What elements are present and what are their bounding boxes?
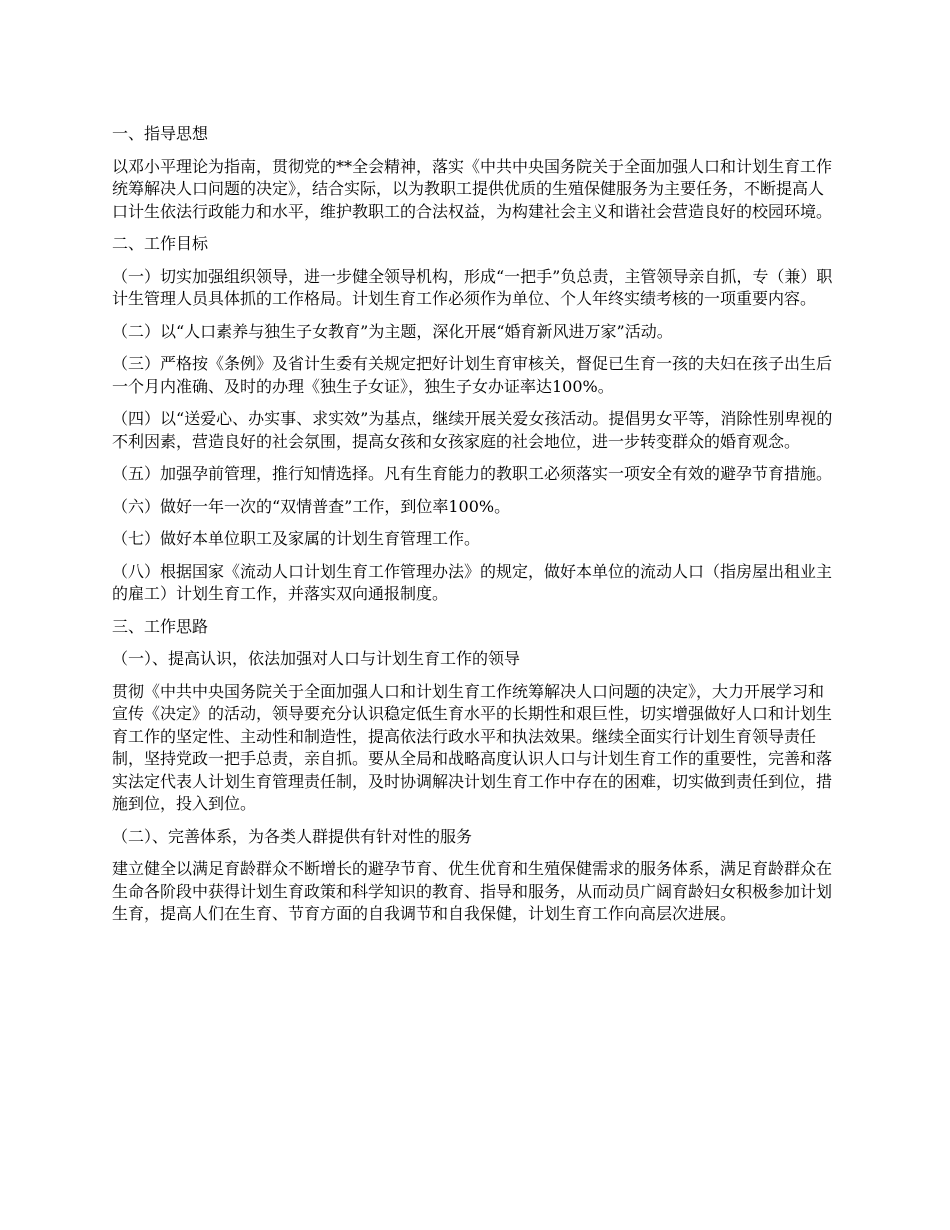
paragraph: 建立健全以满足育龄群众不断增长的避孕节育、优生优育和生殖保健需求的服务体系，满足育龄群众在生命各阶段中获得计划生育政策和科学知识的教育、指导和服务，从而动员广阔育龄妇女积极参加计划生育，提高人们在生育、节育方面的自我调节和自我保健，计划生育工作向高层次进展。 bbox=[112, 859, 833, 923]
paragraph: （六）做好一年一次的“双情普查”工作，到位率100%。 bbox=[112, 496, 511, 516]
paragraph: 以邓小平理论为指南，贯彻党的**全会精神，落实《中共中央国务院关于全面加强人口和计划生育工作统筹解决人口问题的决定》，结合实际，以为教职工提供优质的生殖保健服务为主要任务，不断提高人口计生依法行政能力和水平，维护教职工的合法权益，为构建社会主义和谐社会营造良好的校园环境。 bbox=[112, 156, 833, 221]
paragraph: （四）以“送爱心、办实事、求实效”为基点，继续开展关爱女孩活动。提倡男女平等，消除性别卑视的不利因素，营造良好的社会氛围，提高女孩和女孩家庭的社会地位，进一步转变群众的婚育观念。 bbox=[112, 409, 833, 451]
section-heading: 三、工作思路 bbox=[112, 616, 209, 636]
document-page bbox=[112, 123, 839, 936]
paragraph: （七）做好本单位职工及家属的计划生育管理工作。 bbox=[112, 529, 481, 548]
paragraph: （三）严格按《条例》及省计生委有关规定把好计划生育审核关，督促已生育一孩的夫妇在孩子出生后一个月内准确、及时的办理《独生子女证》，独生子女办证率达100%。 bbox=[112, 354, 833, 396]
section-heading: 一、指导思想 bbox=[112, 124, 209, 143]
paragraph: （八）根据国家《流动人口计划生育工作管理办法》的规定，做好本单位的流动人口（指房屋出租业主的雇工）计划生育工作，并落实双向通报制度。 bbox=[112, 561, 833, 603]
subheading: （二）、完善体系，为各类人群提供有针对性的服务 bbox=[112, 826, 473, 846]
paragraph: （一）切实加强组织领导，进一步健全领导机构，形成“一把手”负总责，主管领导亲自抓，专（兼）职计生管理人员具体抓的工作格局。计划生育工作必须作为单位、个人年终实绩考核的一项重要内容。 bbox=[112, 266, 833, 308]
paragraph: 贯彻《中共中央国务院关于全面加强人口和计划生育工作统筹解决人口问题的决定》，大力开展学习和宣传《决定》的活动，领导要充分认识稳定低生育水平的长期性和艰巨性，切实增强做好人口和计划生育工作的坚定性、主动性和制造性，提高依法行政水平和执法效果。继续全面实行计划生育领导责任制，坚持党政一把手总责，亲自抓。要从全局和战略高度认识人口与计划生育工作的重要性，完善和落实法定代表人计划生育管理责任制，及时协调解决计划生育工作中存在的困难，切实做到责任到位，措施到位，投入到位。 bbox=[112, 681, 833, 813]
paragraph: （五）加强孕前管理，推行知情选择。凡有生育能力的教职工必须落实一项安全有效的避孕节育措施。 bbox=[112, 464, 833, 483]
paragraph: （二）以“人口素养与独生子女教育”为主题，深化开展“婚育新风进万家”活动。 bbox=[112, 321, 673, 341]
section-heading: 二、工作目标 bbox=[112, 234, 209, 253]
subheading: （一）、提高认识，依法加强对人口与计划生育工作的领导 bbox=[112, 649, 521, 668]
